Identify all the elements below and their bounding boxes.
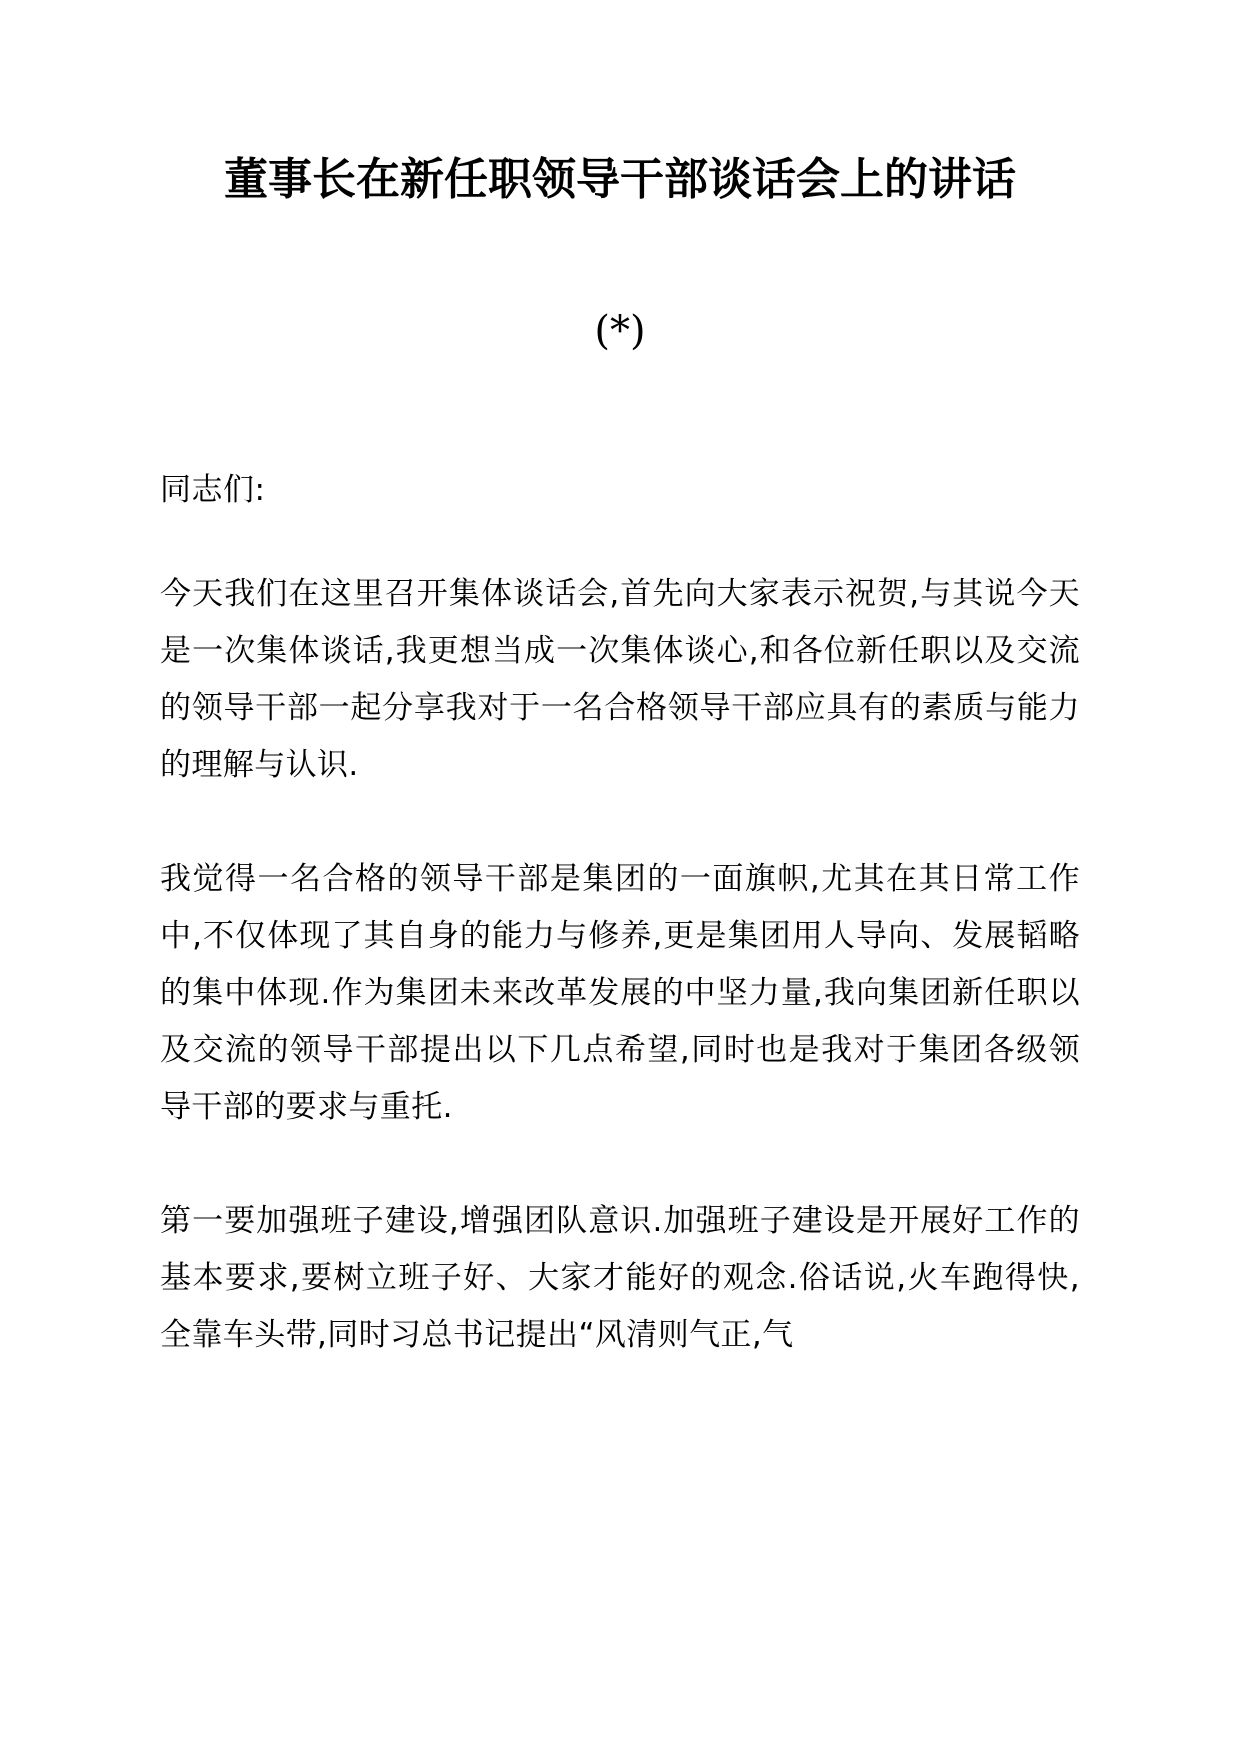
document-subtitle: (*) <box>594 308 646 355</box>
page-title: 董事长在新任职领导干部谈话会上的讲话 <box>224 154 1016 205</box>
paragraph-spacer <box>160 794 1080 851</box>
body-paragraph-3: 第一要加强班子建设,增强团队意识.加强班子建设是开展好工作的基本要求,要树立班子好、大家才能好的观念.俗话说,火车跑得快,全靠车头带,同时习总书记提出“风清则气正,气 <box>160 1203 1080 1354</box>
body-paragraph-2: 我觉得一名合格的领导干部是集团的一面旗帜,尤其在其日常工作中,不仅体现了其自身的能力与修养,更是集团用人导向、发展韬略的集中体现.作为集团未来改革发展的中坚力量,我向集团新任职以及交流的领导干部提出以下几点希望,同时也是我对于集团各级领导干部的要求与重托. <box>160 861 1080 1126</box>
salutation: 同志们: <box>160 472 266 509</box>
paragraph-spacer <box>160 1136 1080 1193</box>
document-body <box>160 357 1080 1364</box>
paragraph-spacer <box>160 506 1080 566</box>
title-block <box>160 0 1080 357</box>
body-paragraph-1: 今天我们在这里召开集体谈话会,首先向大家表示祝贺,与其说今天是一次集体谈话,我更想当成一次集体谈心,和各位新任职以及交流的领导干部一起分享我对于一名合格领导干部应具有的素质与能力的理解与认识. <box>160 576 1080 784</box>
